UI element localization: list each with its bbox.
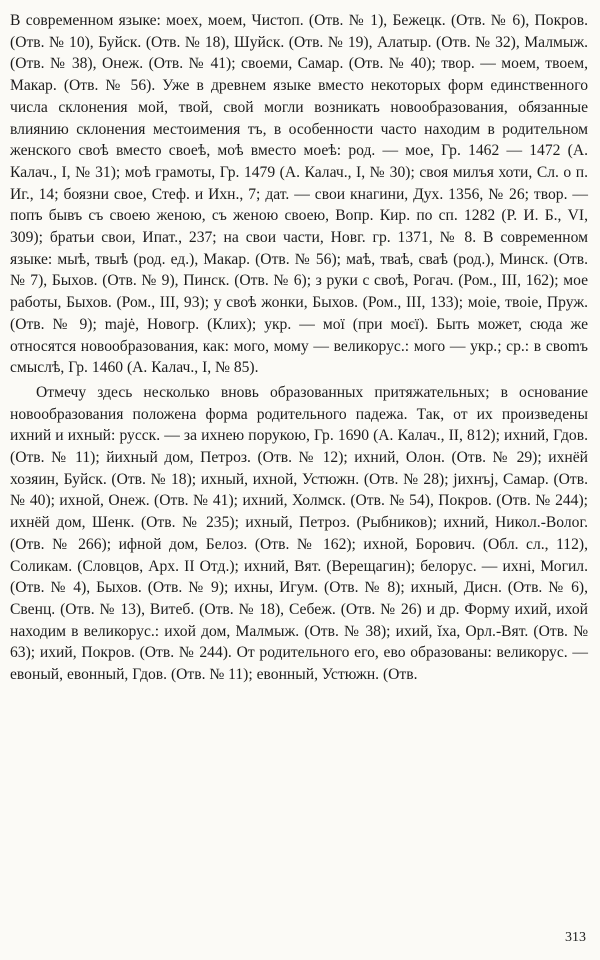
paragraph-1: В современном языке: моех, моем, Чистоп. (Отв. № 1), Бежецк. (Отв. № 6), Покров. (Отв. № 10), Буйск. (Отв. № 18), Шуйск. (Отв. № 19), Алатыр. (Отв. № 32), Малмыж. (Отв. № 38), Онеж. (Отв. № 41); своеми, Самар. (Отв. № 40); твор. — моем, твоем, Макар. (Отв. № 56). Уже в древнем языке вместо некоторых форм единственного числа склонения мой, твой, свой могли возникать новообразования, обязанные влиянию склонения местоимения тъ, в особенности часто находим в родительном женского своѣ вместо своеѣ, моѣ вместо моеѣ: род. — мое, Гр. 1462 — 1472 (А. Калач., I, № 31); моѣ грамоты, Гр. 1479 (А. Калач., I, № 30); своя милъя хоти, Сл. о п. Иг., 14; боязни свое, Стеф. и Ихн., 7; дат. — свои кнагини, Дух. 1356, № 26; твор. — попъ бывъ съ своею женою, съ женою своею, Вопр. Кир. по сп. 1282 (Р. И. Б., VI, 309); братьи свои, Ипат., 237; на свои части, Новг. гр. 1371, № 8. В современном языке: мыѣ, твыѣ (род. ед.), Макар. (Отв. № 56); маѣ, тваѣ, сваѣ (род.), Минск. (Отв. № 7), Быхов. (Отв. № 9), Пинск. (Отв. № 6); з руки с своѣ, Рогач. (Ром., III, 162); мое работы, Быхов. (Ром., III, 93); у своѣ жонки, Быхов. (Ром., III, 133); моiе, твоiе, Пруж. (Отв. № 9); mаjė, Новогр. (Клих); укр. — моï (при моєï). Быть может, сюда же относятся новообразования, как: мого, мому — великорус.: мого — укр.; ср.: в своmъ смыслѣ, Гр. 1460 (А. Калач., I, № 85). xyxy=(10,12,588,377)
page-number: 313 xyxy=(565,930,586,945)
paragraph-2: Отмечу здесь несколько вновь образованных притяжательных; в основание новообразования положена форма родительного падежа. Так, от их произведены ихний и ихный: русск. — за ихнею порукою, Гр. 1690 (А. Калач., II, 812); ихний, Гдов. (Отв. № 11); йихный дом, Петроз. (Отв. № 12); ихний, Олон. (Отв. № 29); ихнёй хозяин, Буйск. (Отв. № 18); ихный, ихной, Устюжн. (Отв. № 28); jихнъj, Самар. (Отв. № 40); ихной, Онеж. (Отв. № 41); ихний, Холмск. (Отв. № 54), Покров. (Отв. № 244); ихнёй дом, Шенк. (Отв. № 235); ихный, Петроз. (Рыбников); ихний, Никол.-Волог. (Отв. № 266); ифной дом, Белоз. (Отв. № 162); ихной, Борович. (Обл. сл., 112), Соликам. (Словцов, Арх. II Отд.); ихний, Вят. (Верещагин); белорус. — ихнi, Могил. (Отв. № 4), Быхов. (Отв. № 9); ихны, Игум. (Отв. № 8); ихный, Дисн. (Отв. № 6), Свенц. (Отв. № 13), Витеб. (Отв. № 18), Себеж. (Отв. № 26) и др. Форму ихий, ихой находим в великорус.: ихой дом, Малмыж. (Отв. № 38); ихий, ǐха, Орл.-Вят. (Отв. № 63); ихий, Покров. (Отв. № 244). От родительного его, ево образованы: великорус. — евоный, евонный, Гдов. (Отв. № 11); евонный, Устюжн. (Отв. xyxy=(10,383,588,684)
